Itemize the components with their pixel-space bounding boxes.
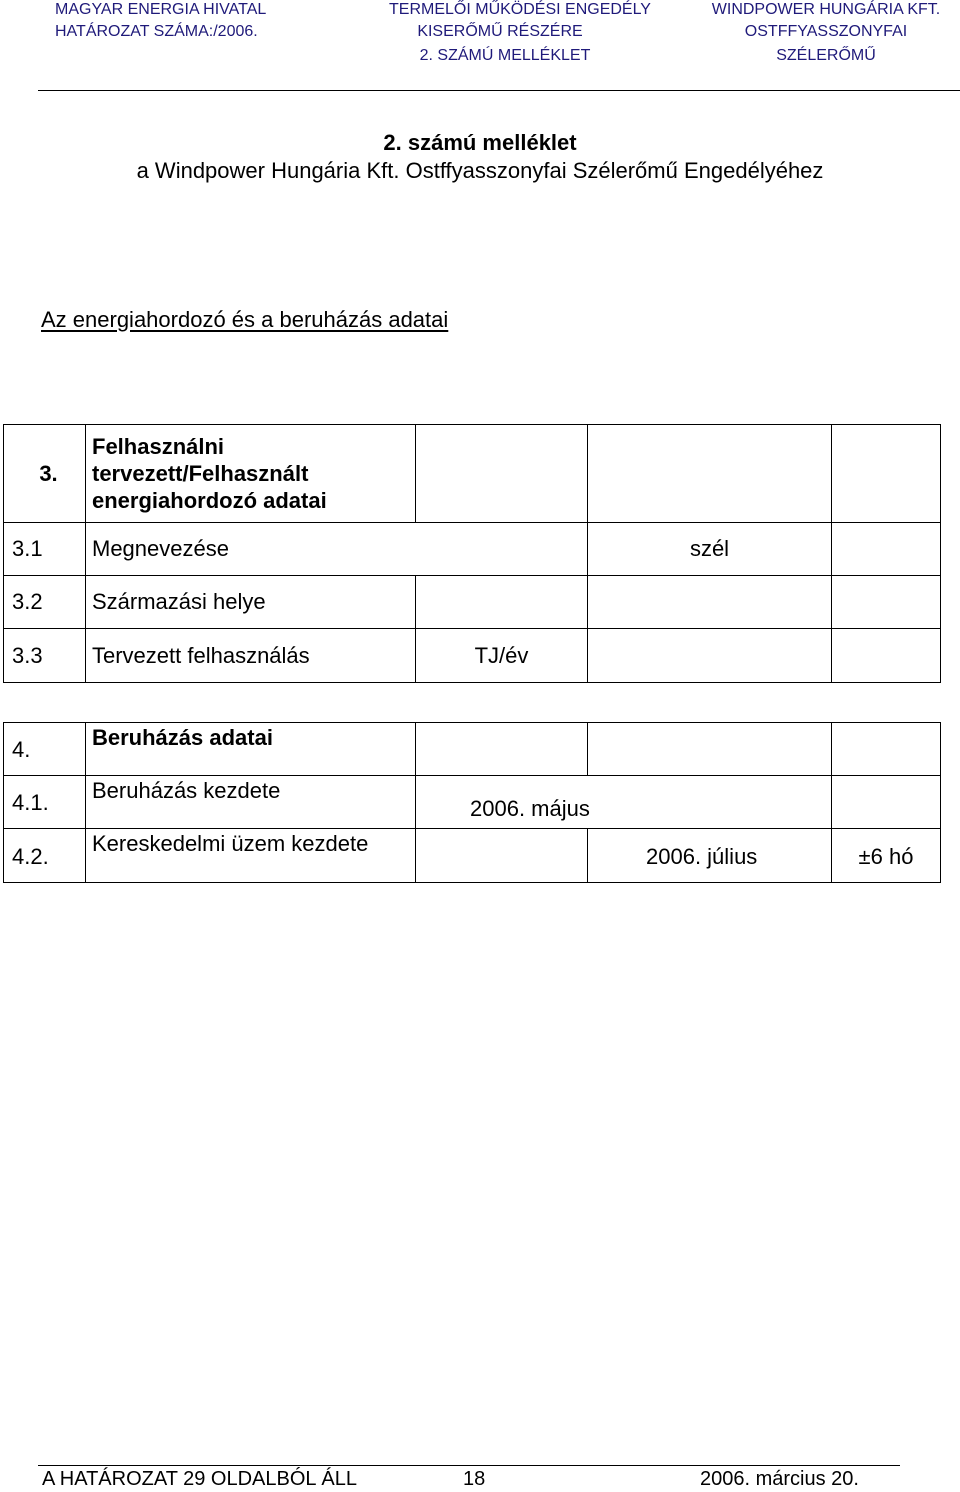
row-label: Megnevezése bbox=[86, 523, 588, 576]
row-label: Származási helye bbox=[86, 576, 416, 629]
empty-cell bbox=[416, 425, 588, 523]
section-heading-line: tervezett/Felhasznált bbox=[92, 461, 309, 486]
empty-cell bbox=[832, 425, 941, 523]
empty-cell bbox=[832, 776, 941, 829]
row-value: 2006. július bbox=[588, 829, 832, 883]
header-decision-number: HATÁROZAT SZÁMA:/2006. bbox=[55, 23, 258, 40]
empty-cell bbox=[588, 576, 832, 629]
row-label: Beruházás kezdete bbox=[86, 776, 416, 829]
row-unit: TJ/év bbox=[416, 629, 588, 683]
section-title: Az energiahordozó és a beruházás adatai bbox=[41, 307, 449, 332]
row-value: szél bbox=[588, 523, 832, 576]
footer-divider bbox=[38, 1465, 900, 1466]
row-value: 2006. május bbox=[416, 776, 832, 829]
header-license-type: TERMELŐI MŰKÖDÉSI ENGEDÉLY bbox=[389, 1, 651, 18]
footer-date: 2006. március 20. bbox=[700, 1468, 859, 1490]
section-number: 3. bbox=[4, 425, 86, 523]
table-row bbox=[4, 829, 941, 883]
row-label: Kereskedelmi üzem kezdete bbox=[86, 829, 416, 883]
empty-cell bbox=[832, 576, 941, 629]
section-number: 4. bbox=[4, 723, 86, 776]
header-annex-number: 2. SZÁMÚ MELLÉKLET bbox=[419, 47, 591, 64]
annex-subtitle: a Windpower Hungária Kft. Ostffyasszonyfai Szélerőmű Engedélyéhez bbox=[136, 158, 824, 183]
empty-cell bbox=[416, 723, 588, 776]
empty-cell bbox=[588, 629, 832, 683]
table-row bbox=[4, 723, 941, 776]
empty-cell bbox=[832, 723, 941, 776]
energy-source-table bbox=[3, 424, 941, 683]
row-number: 3.1 bbox=[4, 523, 86, 576]
section-heading-line: energiahordozó adatai bbox=[92, 488, 327, 513]
header-license-scope: KISERŐMŰ RÉSZÉRE bbox=[417, 23, 583, 40]
row-number: 3.3 bbox=[4, 629, 86, 683]
row-tolerance: ±6 hó bbox=[832, 829, 941, 883]
empty-cell bbox=[588, 723, 832, 776]
table-row bbox=[4, 629, 941, 683]
header-authority: MAGYAR ENERGIA HIVATAL bbox=[55, 1, 267, 18]
header-divider bbox=[38, 90, 960, 91]
table-row bbox=[4, 576, 941, 629]
header-company: WINDPOWER HUNGÁRIA KFT. bbox=[711, 1, 941, 18]
row-number: 4.2. bbox=[4, 829, 86, 883]
row-number: 3.2 bbox=[4, 576, 86, 629]
section-heading: Beruházás adatai bbox=[86, 723, 416, 776]
row-label: Tervezett felhasználás bbox=[86, 629, 416, 683]
footer-page-count: A HATÁROZAT 29 OLDALBÓL ÁLL bbox=[42, 1468, 357, 1490]
header-plant: SZÉLERŐMŰ bbox=[776, 47, 876, 64]
table-row bbox=[4, 425, 941, 523]
table-row bbox=[4, 776, 941, 829]
annex-title: 2. számú melléklet bbox=[383, 130, 577, 155]
empty-cell bbox=[416, 576, 588, 629]
footer-page-number: 18 bbox=[463, 1468, 486, 1490]
table-row bbox=[4, 523, 941, 576]
section-heading-line: Felhasználni bbox=[92, 434, 225, 459]
empty-cell bbox=[416, 829, 588, 883]
investment-table bbox=[3, 722, 941, 883]
empty-cell bbox=[832, 523, 941, 576]
row-number: 4.1. bbox=[4, 776, 86, 829]
section-heading bbox=[86, 425, 416, 523]
empty-cell bbox=[832, 629, 941, 683]
empty-cell bbox=[588, 425, 832, 523]
header-location: OSTFFYASSZONYFAI bbox=[744, 23, 908, 40]
